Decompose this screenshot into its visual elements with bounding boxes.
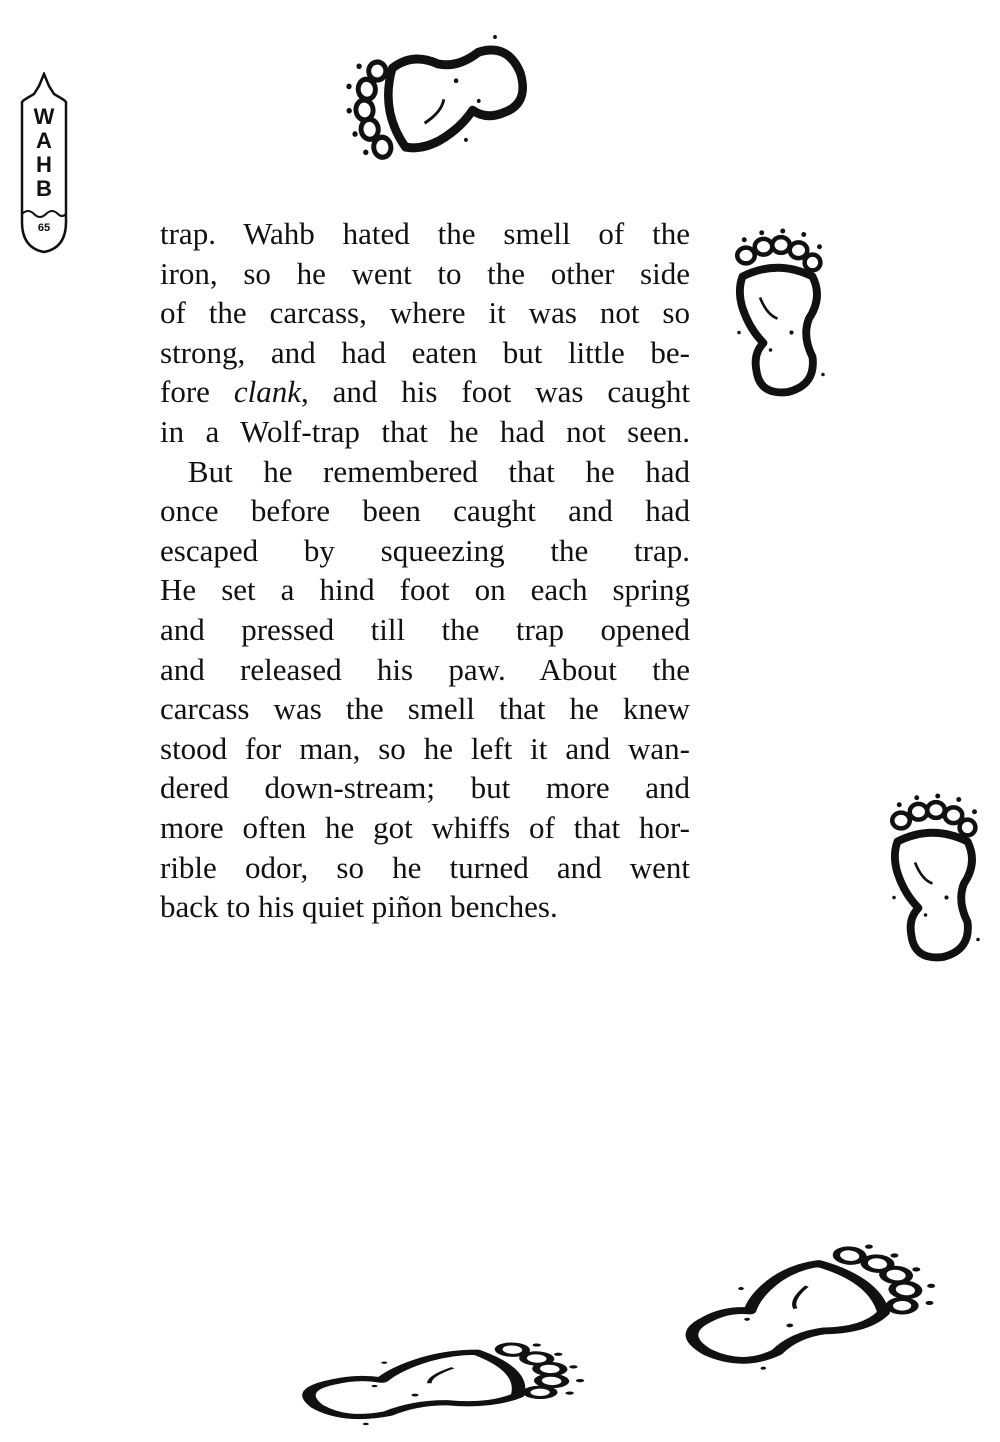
text-line: iron, so he went to the other side (160, 255, 690, 291)
bear-paw-print-icon (880, 790, 985, 970)
text-line: and pressed till the trap opened (160, 611, 690, 647)
text-line: of the carcass, where it was not so (160, 295, 690, 331)
page-number: 65 (37, 222, 51, 234)
text-line: back to his quiet piñon benches. (160, 889, 558, 925)
text-fragment: fore (160, 374, 234, 410)
text-line: and released his paw. About the (160, 651, 690, 687)
text-line: dered down-stream; but more and (160, 770, 690, 806)
bear-paw-print-icon (725, 225, 830, 405)
text-line: more often he got whiffs of that hor- (160, 809, 690, 845)
bear-paw-print-icon (345, 1325, 525, 1440)
text-line: He set a hind foot on each spring (160, 572, 690, 608)
emblem-letter-h: H (36, 152, 52, 177)
text-line: once before been caught and had (160, 493, 690, 529)
text-fragment: , and his foot was caught (300, 374, 691, 410)
text-line: rible odor, so he turned and went (160, 849, 690, 885)
emblem-letter-w: W (33, 104, 55, 129)
text-line: escaped by squeezing the trap. (160, 532, 690, 568)
body-text (160, 214, 690, 927)
emblem-letter-a: A (36, 128, 52, 153)
text-line: But he remembered that he had (187, 453, 690, 489)
chapter-emblem (18, 72, 70, 258)
text-line: strong, and had eaten but little be- (160, 334, 690, 370)
bear-paw-print-icon (345, 40, 535, 160)
text-line: stood for man, so he left it and wan- (160, 730, 690, 766)
italic-word: clank (233, 374, 301, 410)
text-line (160, 372, 690, 412)
text-line: trap. Wahb hated the smell of the (160, 216, 690, 251)
emblem-letter-b: B (36, 176, 52, 201)
text-line: carcass was the smell that he knew (160, 691, 690, 727)
text-line: in a Wolf-trap that he had not seen. (160, 413, 690, 449)
bear-paw-print-icon (715, 1232, 885, 1382)
